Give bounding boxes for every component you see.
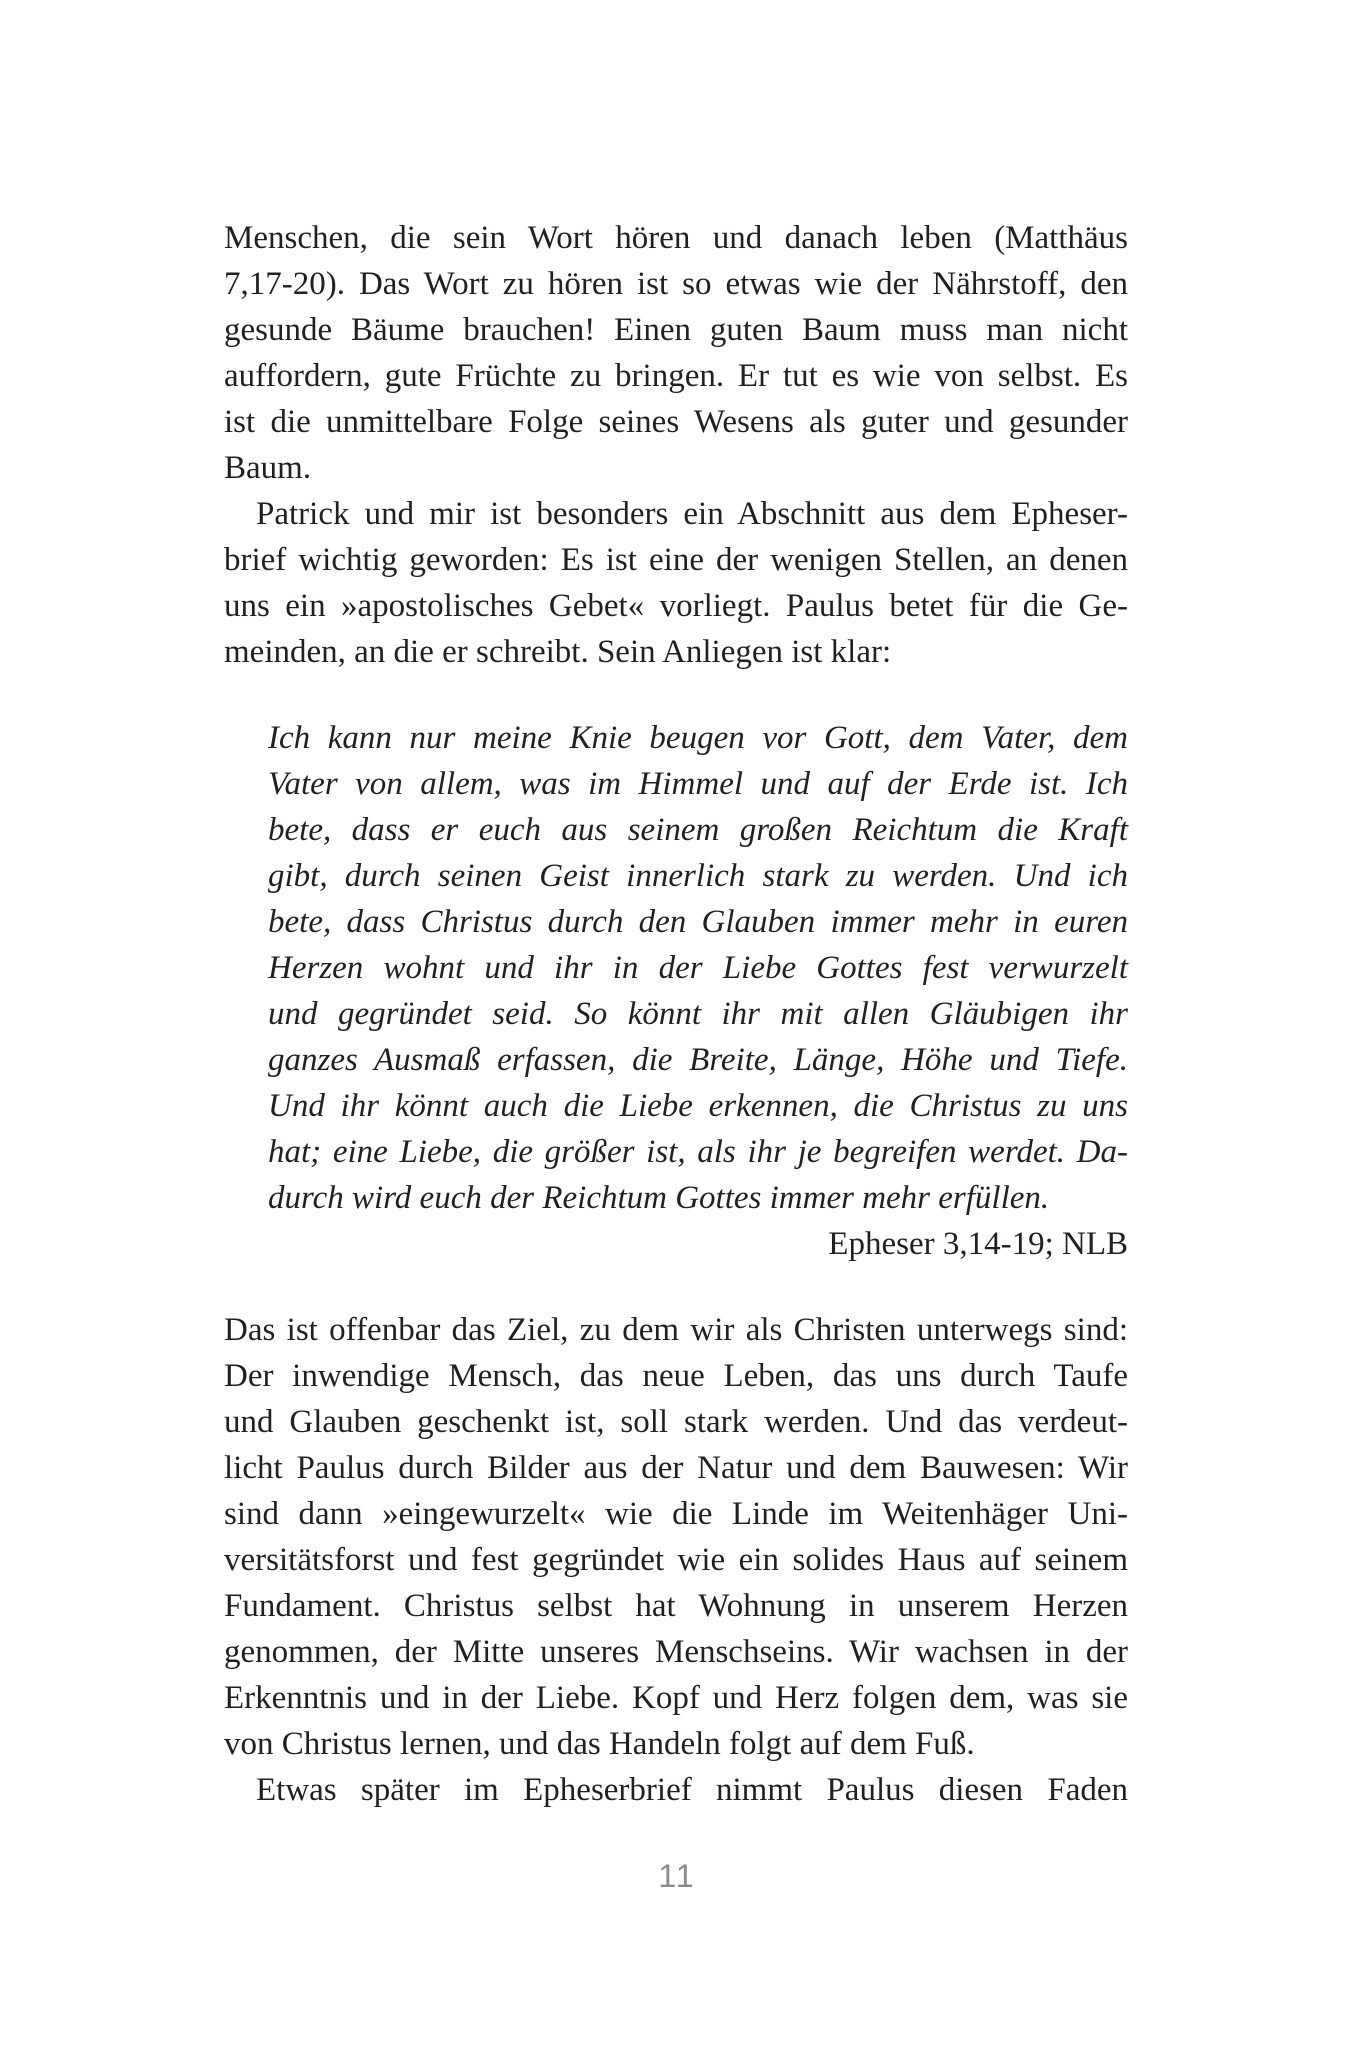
paragraph-3-line: versitätsforst und fest gegründet wie ein solides Haus auf seinem	[224, 1542, 1128, 1578]
paragraph-3-line: Fundament. Christus selbst hat Wohnung in unserem Herzen	[224, 1588, 1128, 1624]
page-number: 11	[658, 1858, 696, 1894]
quote-line: Und ihr könnt auch die Liebe erkennen, die Christus zu uns	[268, 1088, 1128, 1124]
paragraph-3-line: Erkenntnis und in der Liebe. Kopf und Herz folgen dem, was sie	[224, 1680, 1128, 1716]
paragraph-1-line: gesunde Bäume brauchen! Einen guten Baum muss man nicht	[224, 312, 1128, 348]
paragraph-3-line: Das ist offenbar das Ziel, zu dem wir als Christen unterwegs sind:	[224, 1312, 1128, 1348]
paragraph-3-line: licht Paulus durch Bilder aus der Natur und dem Bauwesen: Wir	[224, 1450, 1128, 1486]
quote-line: ganzes Ausmaß erfassen, die Breite, Länge, Höhe und Tiefe.	[268, 1042, 1128, 1078]
paragraph-3-line: genommen, der Mitte unseres Menschseins. Wir wachsen in der	[224, 1634, 1128, 1670]
paragraph-2-line: Patrick und mir ist besonders ein Abschnitt aus dem Epheser-	[256, 496, 1128, 532]
paragraph-4-line: Etwas später im Epheserbrief nimmt Paulus diesen Faden	[256, 1772, 1128, 1808]
paragraph-1-line: auffordern, gute Früchte zu bringen. Er tut es wie von selbst. Es	[224, 358, 1128, 394]
paragraph-1-line: Baum.	[224, 450, 312, 486]
paragraph-1-line: ist die unmittelbare Folge seines Wesens als guter und gesunder	[224, 404, 1128, 440]
paragraph-3-line: sind dann »eingewurzelt« wie die Linde im Weitenhäger Uni-	[224, 1496, 1128, 1532]
paragraph-1-line: 7,17-20). Das Wort zu hören ist so etwas wie der Nährstoff, den	[224, 266, 1128, 302]
paragraph-2-line: brief wichtig geworden: Es ist eine der wenigen Stellen, an denen	[224, 542, 1128, 578]
quote-line: Ich kann nur meine Knie beugen vor Gott, dem Vater, dem	[268, 720, 1128, 756]
quote-line: hat; eine Liebe, die größer ist, als ihr je begreifen werdet. Da-	[268, 1134, 1128, 1170]
quote-line: bete, dass Christus durch den Glauben immer mehr in euren	[268, 904, 1128, 940]
paragraph-3-line: von Christus lernen, und das Handeln folgt auf dem Fuß.	[224, 1726, 975, 1762]
quote-line: Herzen wohnt und ihr in der Liebe Gottes fest verwurzelt	[268, 950, 1128, 986]
paragraph-2-line: meinden, an die er schreibt. Sein Anliegen ist klar:	[224, 634, 892, 670]
quote-line: und gegründet seid. So könnt ihr mit allen Gläubigen ihr	[268, 996, 1128, 1032]
quote-line: Vater von allem, was im Himmel und auf der Erde ist. Ich	[268, 766, 1128, 802]
quote-line: gibt, durch seinen Geist innerlich stark zu werden. Und ich	[268, 858, 1128, 894]
quote-line: durch wird euch der Reichtum Gottes immer mehr erfüllen.	[268, 1180, 1050, 1216]
paragraph-2-line: uns ein »apostolisches Gebet« vorliegt. Paulus betet für die Ge-	[224, 588, 1128, 624]
paragraph-3-line: Der inwendige Mensch, das neue Leben, das uns durch Taufe	[224, 1358, 1128, 1394]
paragraph-1-line: Menschen, die sein Wort hören und danach leben (Matthäus	[224, 220, 1128, 256]
quote-source: Epheser 3,14-19; NLB	[828, 1226, 1128, 1262]
paragraph-3-line: und Glauben geschenkt ist, soll stark werden. Und das verdeut-	[224, 1404, 1128, 1440]
quote-line: bete, dass er euch aus seinem großen Reichtum die Kraft	[268, 812, 1128, 848]
